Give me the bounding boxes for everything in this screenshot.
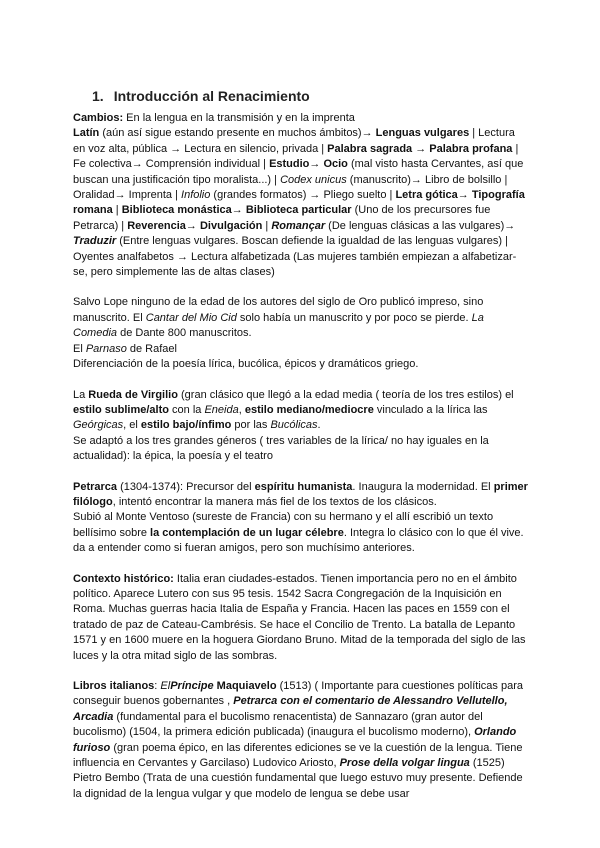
rueda-term: Rueda de Virgilio xyxy=(88,388,178,401)
petrarca-text: . Inaugura la modernidad. El xyxy=(352,480,494,493)
libros-term: Maquiavelo xyxy=(213,680,277,692)
rueda-italic: Geórgicas xyxy=(73,419,124,432)
rueda-term: estilo mediano/mediocre xyxy=(244,403,374,416)
rueda-italic: Bucólicas xyxy=(270,419,318,432)
petrarca-term: Petrarca xyxy=(73,480,118,493)
petrarca-term: espíritu humanista xyxy=(254,480,353,493)
libros-term: Libros italianos xyxy=(73,680,155,692)
rueda-text: por las xyxy=(231,419,271,432)
petrarca-text: (1304-1374): Precursor del xyxy=(117,480,255,493)
cambios-text: | xyxy=(262,219,272,232)
salvo-italic: La Comedia xyxy=(73,311,484,340)
rueda-term: estilo bajo/ínfimo xyxy=(140,419,232,432)
cambios-term: Estudio→ Ocio xyxy=(269,158,348,171)
salvo-text: Salvo Lope ninguno de la edad de los autores del siglo de Oro publicó impreso, sino manuscrito. El xyxy=(73,296,484,324)
contexto-label: Contexto histórico: xyxy=(73,572,174,585)
heading-number: 1. xyxy=(92,88,104,104)
salvo-text: El xyxy=(73,342,86,355)
rueda-text: con la xyxy=(168,403,205,416)
cambios-term: Letra gótica→ Tipografía romana xyxy=(73,189,525,217)
salvo-text: Diferenciación de la poesía lírica, bucólica, épicos y dramáticos griego. xyxy=(73,358,419,371)
salvo-italic: Parnaso xyxy=(85,342,127,355)
cambios-text: (Entre lenguas vulgares. Boscan defiende la igualdad de las lenguas vulgares) | Oyentes analfabetos → Lectura alfabetizada (Las mujeres también empiezan a alfabetizar-se, pero simplemente las de altas clases) xyxy=(73,235,517,279)
cambios-text: (De lenguas clásicas a las vulgares)→ xyxy=(325,219,516,232)
cambios-text: (manuscrito)→ Libro de bolsillo | Oralidad→ Imprenta | xyxy=(73,173,508,202)
rueda-text: . xyxy=(317,419,321,432)
paragraph-cambios xyxy=(73,111,528,280)
rueda-text: vinculado a la lírica las xyxy=(373,403,488,416)
petrarca-text: , intentó encontrar la manera más fiel de los textos de los clásicos. xyxy=(112,495,437,508)
cambios-text: | xyxy=(112,204,122,217)
cambios-text: | Lectura en voz alta, pública → Lectura en silencio, privada | xyxy=(73,127,515,155)
paragraph-rueda xyxy=(73,388,528,465)
petrarca-text: . Integra lo clásico con lo que él vive. da a entender como si fueran amigos, pero son muchísimo anteriores. xyxy=(73,526,524,555)
cambios-label: Cambios: xyxy=(73,112,124,124)
petrarca-term: primer filólogo xyxy=(73,480,528,508)
cambios-text: (Uno de los precursores fue Petrarca) | xyxy=(73,204,491,232)
rueda-text: , xyxy=(238,403,245,416)
paragraph-contexto xyxy=(73,572,528,664)
cambios-italic: Infolio xyxy=(181,189,211,202)
libros-italic: El xyxy=(160,680,171,692)
cambios-text: | Fe colectiva→ Comprensión individual | xyxy=(73,142,519,171)
cambios-text: (aún así sigue estando presente en muchos ámbitos)→ xyxy=(99,127,376,140)
cambios-term: Reverencia→ Divulgación xyxy=(127,219,263,232)
paragraph-libros xyxy=(73,679,528,802)
rueda-term: estilo sublime/alto xyxy=(73,403,169,416)
cambios-intro: En la lengua en la transmisión y en la imprenta xyxy=(123,112,355,124)
contexto-text: Italia eran ciudades-estados. Tienen importancia pero no en el ámbito político. Aparece Lutero con sus 95 tesis. 1542 Sacra Congregación de la Inquisición en Roma. Muchas guerras hacia Italia de España y Francia. Hacen las paces en 1559 con el tratado de paz de Cateau-Cambrésis. Se hace el Concilio de Trento. La batalla de Lepanto 1571 y en 1600 muere en la hoguera Giordano Bruno. Mitad de la temporada del siglo de las luces y la otra mitad siglo de las sombras. xyxy=(73,572,526,662)
salvo-text: solo había un manuscrito y por poco se pierde. xyxy=(236,311,472,324)
cambios-bold-italic: Romançar xyxy=(271,219,326,232)
libros-text: (fundamental para el bucolismo renacentista) de Sannazaro (gran autor del bucolismo) (1504, la primera edición publicada) (inaugura el bucolismo moderno), xyxy=(73,710,483,739)
rueda-text: Se adaptó a los tres grandes géneros ( tres variables de la lírica/ no hay iguales en la actualidad): la épica, la poesía y el teatro xyxy=(73,434,489,463)
cambios-term: Palabra sagrada → Palabra profana xyxy=(327,142,513,155)
salvo-text: de Rafael xyxy=(126,342,177,355)
libros-text: (gran poema épico, en las diferentes ediciones se ve la cuestión de la lengua. Tiene influencia en Cervantes y Garcilaso) Ludovico Ariosto, xyxy=(73,741,523,770)
cambios-term: Biblioteca monástica→ Biblioteca particular xyxy=(121,204,352,217)
libros-text: (1513) ( Importante para cuestiones políticas para conseguir buenos gobernantes , xyxy=(73,680,523,708)
salvo-italic: Cantar del Mio Cid xyxy=(145,311,237,324)
rueda-italic: Eneida xyxy=(204,403,239,416)
document-body xyxy=(73,111,528,802)
libros-bold-italic: Petrarca con el comentario de Alessandro Vellutello, Arcadia xyxy=(73,695,508,723)
cambios-bold-italic: Traduzir xyxy=(73,235,117,248)
heading-title: Introducción al Renacimiento xyxy=(113,88,310,104)
cambios-term: Latín xyxy=(73,127,100,140)
petrarca-text: Subió al Monte Ventoso (sureste de Francia) con su hermano y el allí escribió un texto bellísimo sobre xyxy=(73,511,494,539)
libros-bold-italic: Prose della volgar lingua xyxy=(339,757,470,770)
rueda-text: La xyxy=(73,388,89,401)
cambios-text: (mal visto hasta Cervantes, así que buscan una justificación tipo moralista...) | xyxy=(73,158,524,186)
paragraph-petrarca xyxy=(73,480,528,557)
salvo-text: de Dante 800 manuscritos. xyxy=(117,327,252,340)
paragraph-salvo xyxy=(73,295,528,372)
cambios-text: (grandes formatos) → Pliego suelto | xyxy=(210,189,396,202)
libros-text: : xyxy=(154,680,161,692)
libros-bold-italic: Príncipe xyxy=(170,680,214,692)
rueda-text: , el xyxy=(123,419,141,432)
petrarca-term: la contemplación de un lugar célebre xyxy=(150,526,344,539)
cambios-italic: Codex unicus xyxy=(280,173,347,186)
libros-bold-italic: Orlando furioso xyxy=(73,726,517,754)
libros-text: (1525) Pietro Bembo (Trata de una cuestión fundamental que luego estuvo muy presente. Defiende la dignidad de la lengua vulgar y que modelo de lengua se debe usar xyxy=(73,757,523,800)
section-heading xyxy=(92,88,310,104)
cambios-term: Lenguas vulgares xyxy=(375,127,470,140)
rueda-text: (gran clásico que llegó a la edad media ( teoría de los tres estilos) el xyxy=(177,388,514,401)
